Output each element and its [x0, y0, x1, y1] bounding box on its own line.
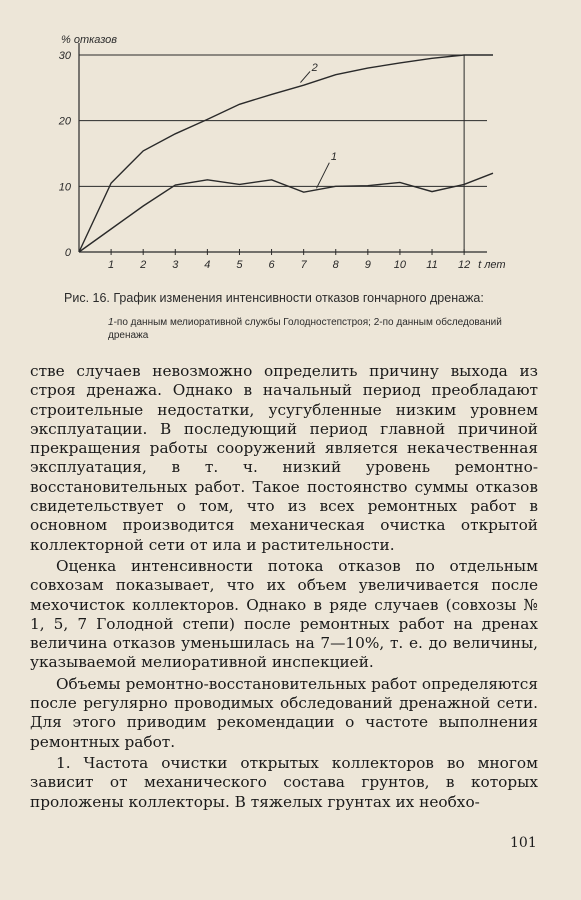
- y-axis-label: % отказов: [61, 34, 118, 46]
- series-1-label: 1: [330, 151, 338, 164]
- caption-title: Рис. 16. График изменения интенсивности отказов гончарного дренажа:: [64, 291, 484, 305]
- x-tick-label: 6: [268, 259, 275, 271]
- caption-note: [64, 316, 534, 342]
- x-tick-label: 2: [140, 259, 147, 271]
- series-2-line: [79, 55, 493, 252]
- paragraph-1: стве случаев невозможно определить причину выхода из строя дренажа. Однако в начальный период преобладают строительные недостатки, усугубленные низким уровнем эксплуатации. В последующий период главной причиной прекращения работы сооружений является некачественная эксплуатация, в т. ч. низкий уровень ремонтно-восстановительных работ. Такое постоянство суммы отказов свидетельствует о том, что из всех ремонтных работ в основном производится механическая очистка открытой коллекторной сети от ила и растительности.: [30, 362, 538, 554]
- x-tick-label: 4: [204, 259, 211, 271]
- failure-rate-chart: [0, 0, 581, 285]
- series-1-leader: [316, 163, 329, 189]
- x-tick-label: 7: [300, 259, 307, 271]
- series-2-label: 2: [311, 61, 318, 74]
- paragraph-3: Объемы ремонтно-восстановительных работ определяются после регулярно проводимых обследований дренажной сети. Для этого приводим рекомендации о частоте выполнения ремонтных работ.: [30, 674, 538, 751]
- x-tick-label: 5: [236, 259, 243, 271]
- x-axis-label: t лет: [478, 259, 506, 271]
- y-tick-label: 0: [64, 247, 71, 259]
- paragraph-4: 1. Частота очистки открытых коллекторов во многом зависит от механического состава грунтов, в которых проложены коллекторы. В тяжелых грунтах их необхо-: [30, 753, 538, 811]
- series-2-leader: [300, 71, 310, 82]
- series-1-line: [79, 173, 493, 252]
- x-tick-label: 10: [393, 259, 407, 271]
- y-tick-label: 20: [58, 115, 71, 128]
- x-tick-label: 3: [172, 259, 179, 271]
- x-tick-label: 8: [332, 259, 339, 271]
- figure-caption: [64, 290, 534, 342]
- paragraph-2: Оценка интенсивности потока отказов по отдельным совхозам показывает, что их объем увеличивается после мехочисток коллекторов. Однако в ряде случаев (совхозы № 1, 5, 7 Голодной степи) после ремонтных работ на дренах величина отказов уменьшилась на 7—10%, т. е. до величины, указываемой мелиоративной инспекцией.: [30, 556, 538, 672]
- y-tick-label: 10: [58, 181, 71, 194]
- x-tick-label: 1: [108, 259, 115, 271]
- caption-note-number: 1-: [108, 317, 117, 328]
- body-text: [30, 362, 538, 812]
- caption-note-text: по данным мелиоративной службы Голоднoстепстроя; 2-по данным обследований дренажа: [108, 317, 502, 341]
- page-number: 101: [510, 835, 537, 851]
- x-tick-label: 9: [364, 259, 371, 271]
- x-tick-label: 11: [426, 259, 438, 271]
- x-tick-label: 12: [457, 259, 471, 271]
- y-tick-label: 30: [58, 50, 71, 62]
